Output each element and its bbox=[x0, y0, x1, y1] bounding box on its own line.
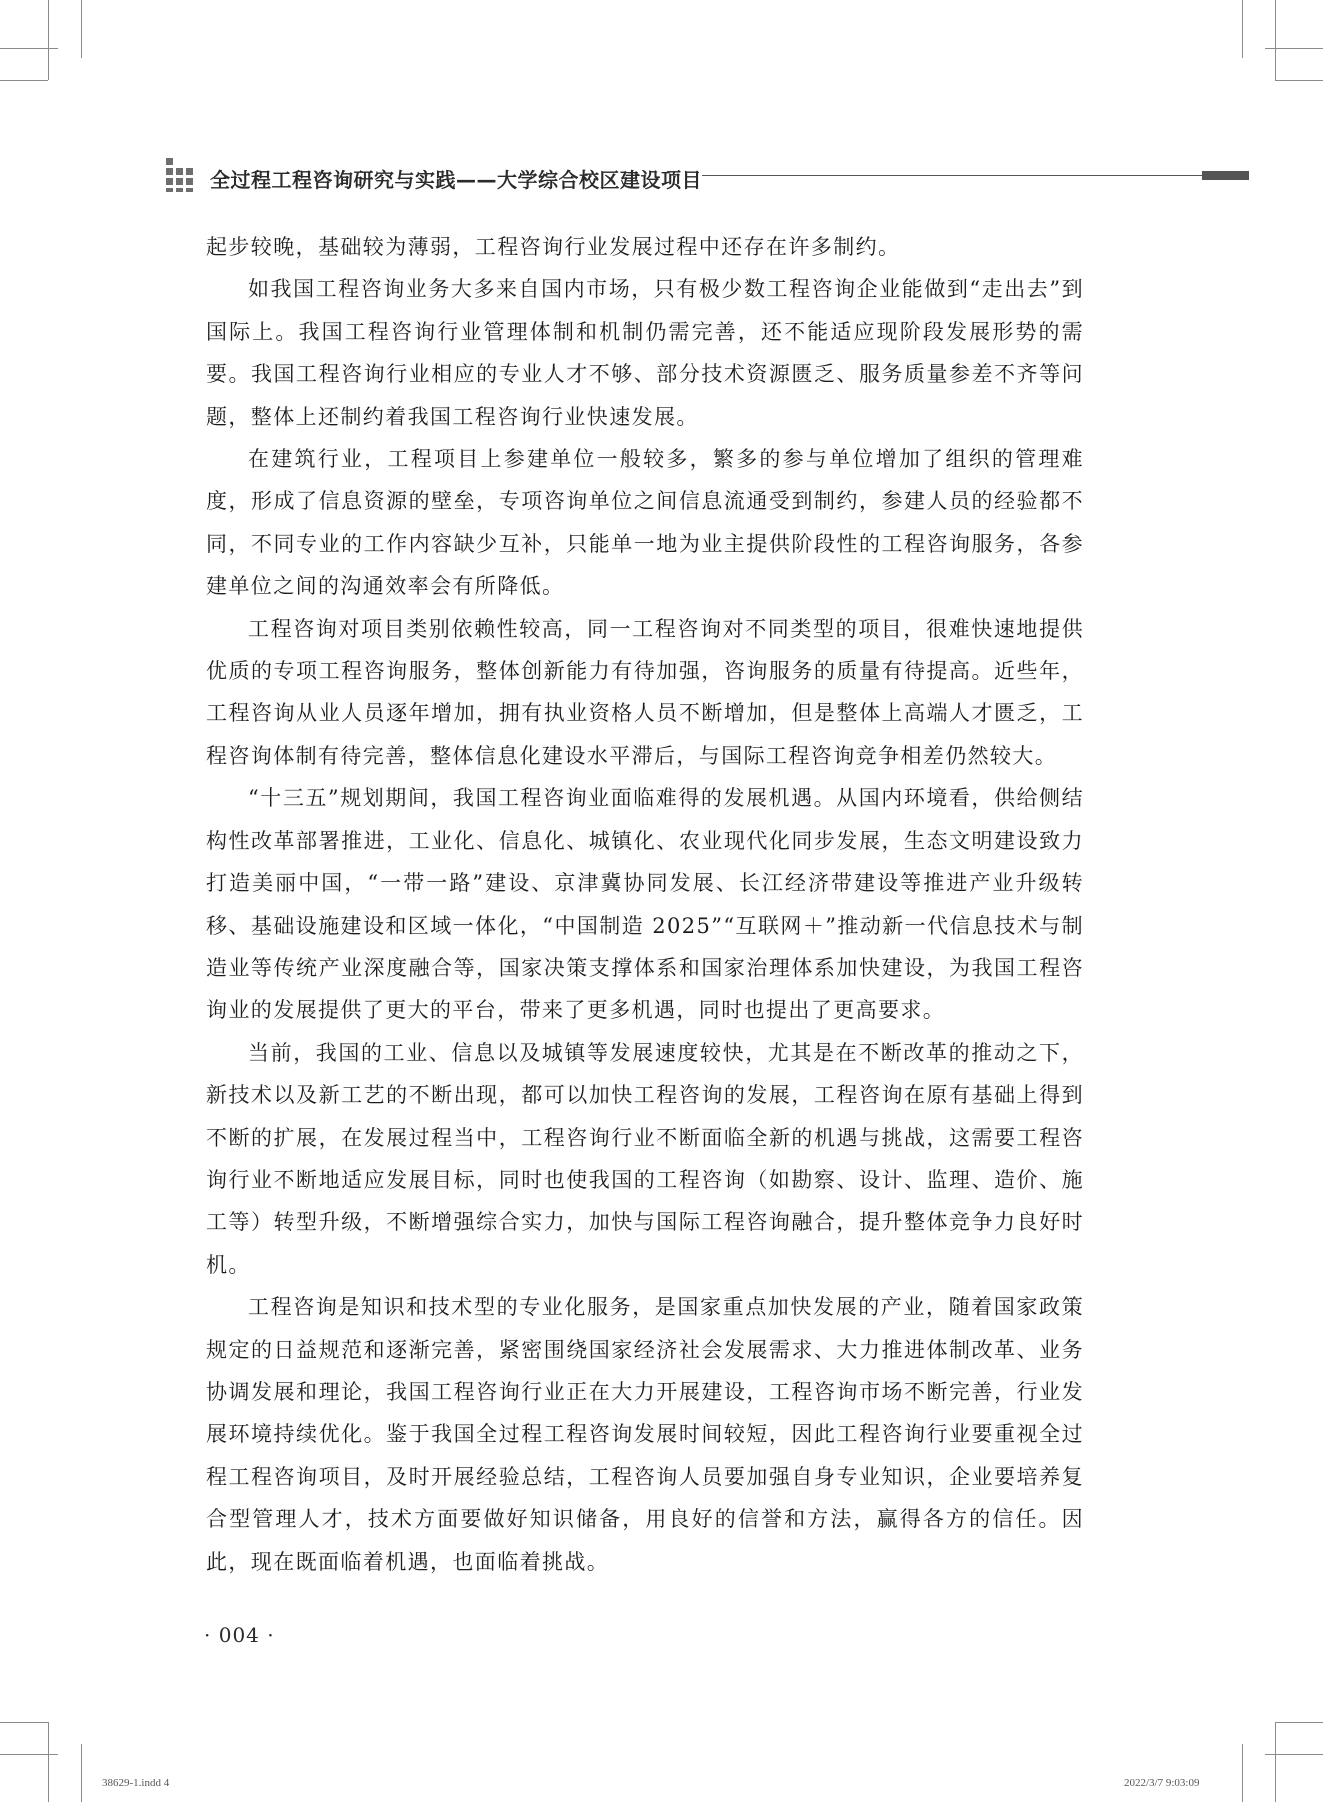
grid-dots-icon bbox=[166, 158, 198, 192]
paragraph: 起步较晚，基础较为薄弱，工程咨询行业发展过程中还存在许多制约。 bbox=[206, 235, 901, 259]
header-title: 全过程工程咨询研究与实践——大学综合校区建设项目 bbox=[210, 168, 702, 192]
crop-mark bbox=[0, 48, 58, 49]
crop-mark bbox=[81, 0, 82, 58]
crop-mark bbox=[1265, 48, 1323, 49]
paragraph: 工程咨询对项目类别依赖性较高，同一工程咨询对不同类型的项目，很难快速地提供优质的专项工程咨询服务，整体创新能力有待加强，咨询服务的质量有待提高。近些年，工程咨询从业人员逐年增加，拥有执业资格人员不断增加，但是整体上高端人才匮乏，工程咨询体制有待完善，整体信息化建设水平滞后，与国际工程咨询竞争相差仍然较大。 bbox=[206, 616, 1084, 768]
body-text bbox=[206, 226, 1084, 1583]
page-number: · 004 · bbox=[204, 1623, 275, 1647]
crop-mark bbox=[1275, 0, 1276, 80]
slug-file: 38629-1.indd 4 bbox=[102, 1777, 170, 1789]
crop-mark bbox=[81, 1744, 82, 1802]
crop-mark bbox=[1242, 1744, 1243, 1802]
paragraph: “十三五”规划期间，我国工程咨询业面临难得的发展机遇。从国内环境看，供给侧结构性改革部署推进，工业化、信息化、城镇化、农业现代化同步发展，生态文明建设致力打造美丽中国，“一带一路”建设、京津冀协同发展、长江经济带建设等推进产业升级转移、基础设施建设和区域一体化，“中国制造 2025”“互联网＋”推动新一代信息技术与制造业等传统产业深度融合等，国家决策支撑体系和国家治理体系加快建设，为我国工程咨询业的发展提供了更大的平台，带来了更多机遇，同时也提出了更高要求。 bbox=[206, 786, 1084, 1023]
paragraph: 工程咨询是知识和技术型的专业化服务，是国家重点加快发展的产业，随着国家政策规定的日益规范和逐渐完善，紧密围绕国家经济社会发展需求、大力推进体制改革、业务协调发展和理论，我国工程咨询行业正在大力开展建设，工程咨询市场不断完善，行业发展环境持续优化。鉴于我国全过程工程咨询发展时间较短，因此工程咨询行业要重视全过程工程咨询项目，及时开展经验总结，工程咨询人员要加强自身专业知识，企业要培养复合型管理人才，技术方面要做好知识储备，用良好的信誉和方法，赢得各方的信任。因此，现在既面临着机遇，也面临着挑战。 bbox=[206, 1295, 1084, 1574]
slug-timestamp: 2022/3/7 9:03:09 bbox=[1124, 1777, 1200, 1789]
paragraph: 如我国工程咨询业务大多来自国内市场，只有极少数工程咨询企业能做到“走出去”到国际上。我国工程咨询行业管理体制和机制仍需完善，还不能适应现阶段发展形势的需要。我国工程咨询行业相应的专业人才不够、部分技术资源匮乏、服务质量参差不齐等问题，整体上还制约着我国工程咨询行业快速发展。 bbox=[206, 277, 1084, 429]
header-rule bbox=[702, 175, 1202, 176]
crop-mark bbox=[0, 1754, 58, 1755]
running-header bbox=[166, 156, 1086, 196]
crop-mark bbox=[1242, 0, 1243, 58]
paragraph: 当前，我国的工业、信息以及城镇等发展速度较快，尤其是在不断改革的推动之下，新技术以及新工艺的不断出现，都可以加快工程咨询的发展，工程咨询在原有基础上得到不断的扩展，在发展过程当中，工程咨询行业不断面临全新的机遇与挑战，这需要工程咨询行业不断地适应发展目标，同时也使我国的工程咨询（如勘察、设计、监理、造价、施工等）转型升级，不断增强综合实力，加快与国际工程咨询融合，提升整体竞争力良好时机。 bbox=[206, 1040, 1084, 1277]
crop-mark bbox=[1275, 1722, 1276, 1802]
crop-mark bbox=[1265, 1754, 1323, 1755]
crop-mark bbox=[0, 1722, 48, 1723]
crop-mark bbox=[0, 80, 48, 81]
crop-mark bbox=[1275, 80, 1323, 81]
crop-mark bbox=[48, 1722, 49, 1802]
crop-mark bbox=[1275, 1722, 1323, 1723]
crop-mark bbox=[48, 0, 49, 80]
paragraph: 在建筑行业，工程项目上参建单位一般较多，繁多的参与单位增加了组织的管理难度，形成了信息资源的壁垒，专项咨询单位之间信息流通受到制约，参建人员的经验都不同，不同专业的工作内容缺少互补，只能单一地为业主提供阶段性的工程咨询服务，各参建单位之间的沟通效率会有所降低。 bbox=[206, 447, 1084, 599]
header-bar bbox=[1202, 171, 1249, 180]
